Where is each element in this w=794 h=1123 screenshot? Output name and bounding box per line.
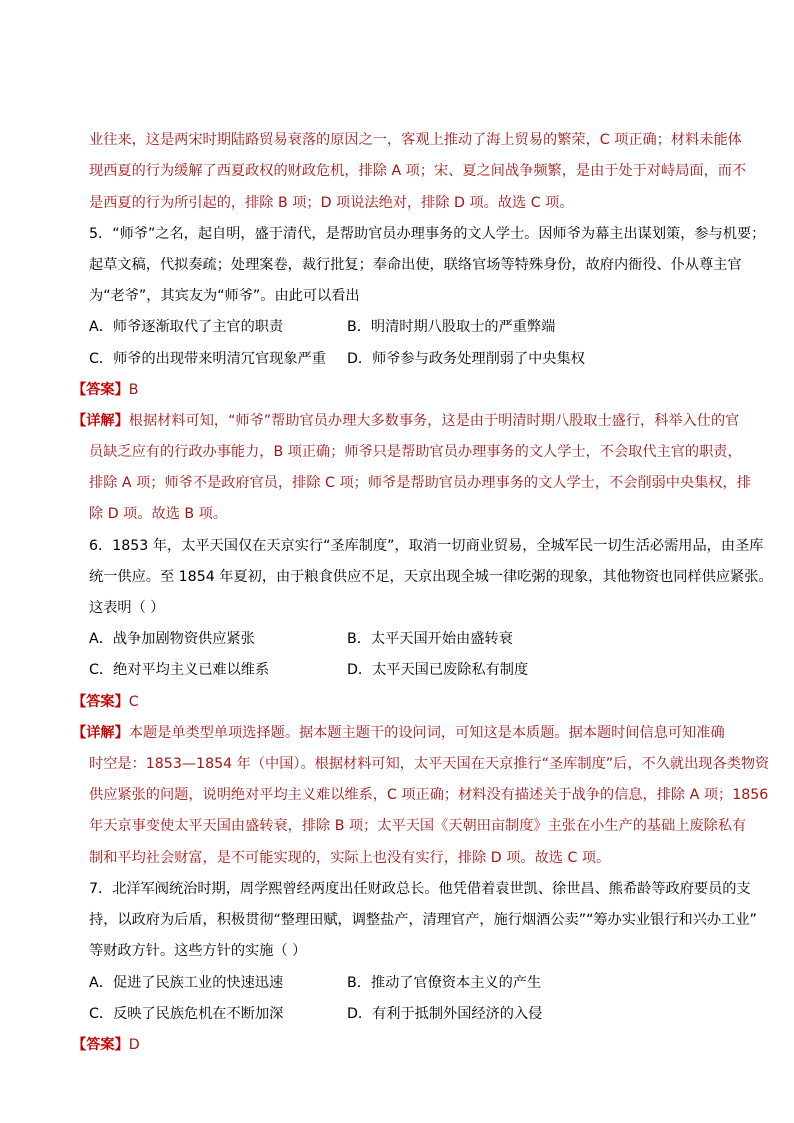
q7-option-a: A．促进了民族工业的快速迅速 — [89, 975, 284, 991]
q7-answer-tag: 【答案】 — [72, 1037, 129, 1053]
q5-detail-line-4: 除 D 项。故选 B 项。 — [89, 506, 228, 522]
q5-answer-tag: 【答案】 — [72, 382, 129, 398]
intro-line-1: 业往来，这是两宋时期陆路贸易衰落的原因之一，客观上推动了海上贸易的繁荣，C 项正确；材料未能体 — [89, 132, 742, 148]
q5-stem-line-2: 起草文稿，代拟奏疏；处理案卷，裁行批复；奉命出使，联络官场等特殊身份，故府内衙役、仆从尊主官 — [89, 257, 742, 273]
q5-option-b: B．明清时期八股取士的严重弊端 — [347, 319, 556, 335]
q7-answer — [72, 1035, 140, 1055]
q5-answer-value: B — [128, 382, 139, 398]
q6-option-d: D．太平天国已废除私有制度 — [347, 662, 529, 678]
q5-stem-line-3: 为“老爷”，其宾友为“师爷”。由此可以看出 — [89, 288, 360, 304]
q7-stem-line-2: 持，以政府为后盾，积极贯彻“整理田赋，调整盐产，清理官产，施行烟酒公卖”“筹办实业银行和兴办工业” — [89, 912, 757, 928]
q6-stem-line-3: 这表明（ ） — [89, 600, 165, 616]
q5-detail-line-3: 排除 A 项；师爷不是政府官员，排除 C 项；师爷是帮助官员办理事务的文人学士，不会削弱中央集权，排 — [89, 475, 751, 491]
q6-detail-text-1: 本题是单类型单项选择题。据本题主题干的设问词，可知这是本质题。据本题时间信息可知准确 — [128, 725, 725, 741]
q7-stem-line-1: 7．北洋军阀统治时期，周学熙曾经两度出任财政总长。他凭借着袁世凯、徐世昌、熊希龄等政府要员的支 — [89, 881, 751, 897]
q5-option-d: D．师爷参与政务处理削弱了中央集权 — [347, 351, 585, 367]
intro-line-2: 现西夏的行为缓解了西夏政权的财政危机，排除 A 项；宋、夏之间战争频繁，是由于处于对峙局面，而不 — [89, 163, 747, 179]
q5-detail-text-1: 根据材料可知，“师爷”帮助官员办理大多数事务，这是由于明清时期八股取士盛行，科举入仕的官 — [128, 413, 740, 429]
q5-stem-line-1: 5．“师爷”之名，起自明，盛于清代，是帮助官员办理事务的文人学士。因师爷为幕主出谋划策，参与机要； — [89, 226, 766, 242]
q5-answer — [72, 380, 139, 400]
q6-detail-line-1 — [72, 723, 725, 743]
q6-option-a: A．战争加剧物资供应紧张 — [89, 631, 255, 647]
q5-option-c: C．师爷的出现带来明清冗官现象严重 — [89, 351, 326, 367]
q7-option-d: D．有利于抵制外国经济的入侵 — [347, 1006, 543, 1022]
q6-detail-tag: 【详解】 — [72, 725, 129, 741]
q7-option-c: C．反映了民族危机在不断加深 — [89, 1006, 284, 1022]
q5-detail-line-2: 员缺乏应有的行政办事能力，B 项正确；师爷只是帮助官员办理事务的文人学士，不会取代主官的职责， — [89, 444, 742, 460]
q5-detail-tag: 【详解】 — [72, 413, 129, 429]
q6-answer-tag: 【答案】 — [72, 694, 129, 710]
q6-detail-line-3: 供应紧张的问题，说明绝对平均主义难以维系，C 项正确；材料没有描述关于战争的信息，排除 A 项；1856 — [89, 787, 769, 803]
q5-option-a: A．师爷逐渐取代了主官的职责 — [89, 319, 284, 335]
q6-stem-line-2: 统一供应。至 1854 年夏初，由于粮食供应不足，天京出现全城一律吃粥的现象，其他物资也同样供应紧张。 — [89, 569, 773, 585]
q6-option-b: B．太平天国开始由盛转衰 — [347, 631, 513, 647]
q7-stem-line-3: 等财政方针。这些方针的实施（ ） — [89, 943, 307, 959]
q6-detail-line-4: 年天京事变使太平天国由盛转衰，排除 B 项；太平天国《天朝田亩制度》主张在小生产的基础上废除私有 — [89, 818, 747, 834]
q6-detail-line-5: 制和平均社会财富，是不可能实现的，实际上也没有实行，排除 D 项。故选 C 项。 — [89, 850, 611, 866]
q6-stem-line-1: 6．1853 年，太平天国仅在天京实行“圣库制度”，取消一切商业贸易，全城军民一切生活必需用品，由圣库 — [89, 538, 764, 554]
q6-option-c: C．绝对平均主义已难以维系 — [89, 662, 270, 678]
q5-detail-line-1 — [72, 411, 739, 431]
q7-answer-value: D — [128, 1037, 140, 1053]
q6-answer-value: C — [128, 694, 139, 710]
q7-option-b: B．推动了官僚资本主义的产生 — [347, 975, 542, 991]
q6-detail-line-2: 时空是：1853—1854 年（中国）。根据材料可知，太平天国在天京推行“圣库制度”后，不久就出现各类物资 — [89, 756, 770, 772]
intro-line-3: 是西夏的行为所引起的，排除 B 项；D 项说法绝对，排除 D 项。故选 C 项。 — [89, 195, 574, 211]
q6-answer — [72, 692, 139, 712]
